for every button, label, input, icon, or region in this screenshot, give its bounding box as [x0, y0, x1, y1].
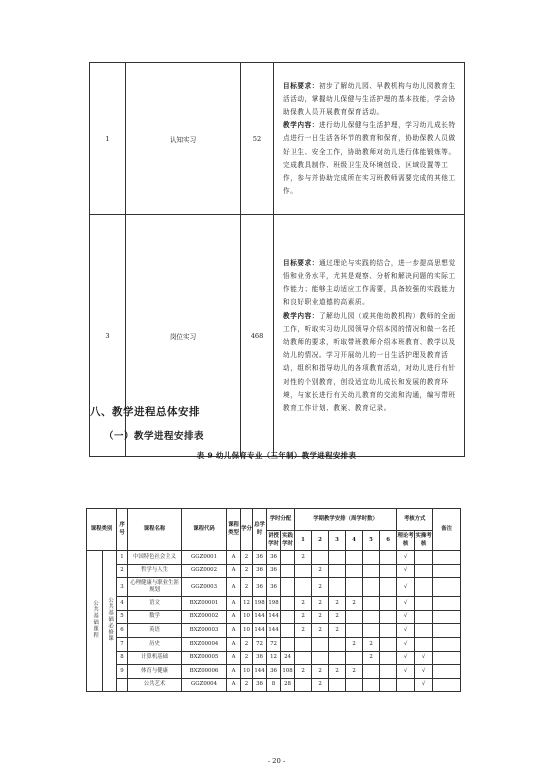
sem-5-cell	[363, 678, 380, 692]
theory-hours-cell: 144	[267, 624, 281, 638]
theory-hours-cell: 72	[267, 637, 281, 651]
sem-1-cell	[295, 578, 312, 597]
sem-4-cell	[346, 564, 363, 578]
remark-cell	[433, 578, 461, 597]
practice-hours: 52	[241, 63, 274, 215]
sem-5-cell	[363, 551, 380, 565]
practice-hours: 468	[241, 215, 274, 457]
course-type-cell: A	[227, 624, 241, 638]
practice-exam-cell	[415, 610, 433, 624]
sem-6-cell	[380, 651, 397, 665]
sem-4-cell	[346, 551, 363, 565]
course-type-cell: A	[227, 597, 241, 611]
header-sem-1: 1	[295, 531, 312, 551]
sem-2-cell: 2	[312, 624, 329, 638]
table-row	[87, 610, 461, 624]
page-number: - 20 -	[267, 757, 286, 765]
header-sem-6: 6	[380, 531, 397, 551]
seq-cell	[117, 678, 128, 692]
practice-row	[90, 215, 465, 457]
category-inner-label: 公共基础必修课	[107, 597, 114, 642]
practice-exam-cell	[415, 624, 433, 638]
header-remarks: 备注	[433, 509, 461, 551]
content-label: 教学内容：	[283, 121, 319, 130]
sem-1-cell	[295, 564, 312, 578]
practice-hours-cell: 28	[281, 678, 295, 692]
remark-cell	[433, 651, 461, 665]
sem-2-cell: 2	[312, 678, 329, 692]
sem-5-cell	[363, 578, 380, 597]
sem-5-cell	[363, 610, 380, 624]
sem-1-cell: 2	[295, 665, 312, 679]
sem-2-cell: 2	[312, 564, 329, 578]
course-code-cell: GGZ0004	[182, 678, 227, 692]
total-hours-cell: 36	[253, 651, 267, 665]
practice-description	[274, 63, 465, 215]
content-label: 教学内容：	[283, 311, 319, 320]
theory-exam-cell: √	[397, 624, 415, 638]
practice-hours-cell: 24	[281, 651, 295, 665]
sem-3-cell: 2	[329, 597, 346, 611]
table-row	[87, 651, 461, 665]
practice-row	[90, 63, 465, 215]
sem-2-cell	[312, 651, 329, 665]
total-hours-cell: 198	[253, 597, 267, 611]
sem-3-cell	[329, 578, 346, 597]
sem-6-cell	[380, 597, 397, 611]
remark-cell	[433, 624, 461, 638]
course-type-cell: A	[227, 651, 241, 665]
theory-hours-cell: 36	[267, 578, 281, 597]
header-total-hours: 总学时	[253, 509, 267, 551]
theory-exam-cell: √	[397, 637, 415, 651]
practice-exam-cell	[415, 578, 433, 597]
course-name-cell: 体育与健康	[128, 665, 182, 679]
practice-hours-cell	[281, 578, 295, 597]
course-type-cell: A	[227, 610, 241, 624]
sem-1-cell: 2	[295, 624, 312, 638]
remark-cell	[433, 665, 461, 679]
seq-cell: 4	[117, 597, 128, 611]
credits-cell: 10	[241, 665, 253, 679]
sem-3-cell	[329, 551, 346, 565]
total-hours-cell: 36	[253, 678, 267, 692]
sem-6-cell	[380, 678, 397, 692]
practice-table	[89, 62, 465, 457]
course-name-cell: 数学	[128, 610, 182, 624]
sem-6-cell	[380, 564, 397, 578]
practice-exam-cell: √	[415, 651, 433, 665]
sem-6-cell	[380, 637, 397, 651]
table-row	[87, 665, 461, 679]
table-row	[87, 678, 461, 692]
theory-hours-cell: 36	[267, 564, 281, 578]
sem-5-cell	[363, 624, 380, 638]
practice-name: 认知实习	[126, 63, 241, 215]
course-code-cell: BXZ00003	[182, 624, 227, 638]
course-name-cell: 公共艺术	[128, 678, 182, 692]
sem-5-cell: 2	[363, 637, 380, 651]
header-category: 课程类别	[87, 509, 117, 551]
table-row	[87, 564, 461, 578]
course-name-cell: 英语	[128, 624, 182, 638]
table-row	[87, 624, 461, 638]
category-inner	[103, 551, 117, 692]
course-name-cell: 哲学与人生	[128, 564, 182, 578]
sem-6-cell	[380, 578, 397, 597]
theory-exam-cell	[397, 678, 415, 692]
practice-exam-cell	[415, 597, 433, 611]
credits-cell: 2	[241, 651, 253, 665]
course-code-cell: BXZ00002	[182, 610, 227, 624]
theory-hours-cell: 198	[267, 597, 281, 611]
sem-6-cell	[380, 665, 397, 679]
course-type-cell: A	[227, 665, 241, 679]
course-name-cell: 计算机基础	[128, 651, 182, 665]
credits-cell: 2	[241, 578, 253, 597]
theory-exam-cell: √	[397, 551, 415, 565]
content-text: 了解幼儿园（或其他幼教机构）教师的全面工作，听取实习幼儿园领导介绍本园的情况和做一名托幼教师的要求，听取带班教师介绍本班教育、教学以及幼儿的情况。学习开展幼儿的一日生活护理及教育活动，组织和指导幼儿的各项教育活动，对幼儿进行有针对性的个别教育，创设适宜幼儿成长和发展的教育环境，与家长进行有关幼儿教育的交流和沟通，编写带班教育工作计划、教案、教育记录。	[283, 311, 456, 413]
sem-2-cell	[312, 637, 329, 651]
sem-4-cell	[346, 624, 363, 638]
sem-1-cell	[295, 651, 312, 665]
credits-cell: 10	[241, 610, 253, 624]
course-name-cell: 历史	[128, 637, 182, 651]
header-course-name: 课程名称	[128, 509, 182, 551]
seq-cell: 6	[117, 624, 128, 638]
sem-4-cell: 2	[346, 665, 363, 679]
course-code-cell: BXZ00005	[182, 651, 227, 665]
content-text: 进行幼儿保健与生活护理，学习幼儿成长特点进行一日生活各环节的教育和保育，协助保教人员做好卫生、安全工作，协助教师对幼儿进行体能锻炼等。完成教具制作、班级卫生及环境创设、区域设置等工作，参与并协助完成所在实习班教师需要完成的其他工作。	[283, 121, 456, 196]
practice-exam-cell	[415, 551, 433, 565]
theory-hours-cell: 36	[267, 551, 281, 565]
sem-3-cell: 2	[329, 665, 346, 679]
course-code-cell: BXZ00006	[182, 665, 227, 679]
goal-text: 初步了解幼儿园、早教机构与幼儿园教育生活活动，掌握幼儿保健与生活护理的基本技能，学会协助保教人员开展教育保育活动。	[283, 81, 456, 116]
sem-5-cell	[363, 597, 380, 611]
header-seq: 序号	[117, 509, 128, 551]
seq-cell: 7	[117, 637, 128, 651]
course-code-cell: GGZ0003	[182, 578, 227, 597]
header-practice-hours: 实践学时	[281, 531, 295, 551]
theory-exam-cell: √	[397, 564, 415, 578]
table-caption: 表 9 幼儿保育专业（三年制）教学进程安排表	[196, 451, 357, 460]
practice-hours-cell	[281, 597, 295, 611]
course-type-cell: A	[227, 678, 241, 692]
sem-6-cell	[380, 610, 397, 624]
category-outer	[87, 551, 103, 692]
total-hours-cell: 144	[253, 610, 267, 624]
header-credits: 学分	[241, 509, 253, 551]
header-assessment: 考核方式	[397, 509, 433, 531]
practice-no: 1	[90, 63, 126, 215]
sem-3-cell: 2	[329, 610, 346, 624]
practice-description	[274, 215, 465, 457]
practice-hours-cell	[281, 637, 295, 651]
theory-exam-cell: √	[397, 578, 415, 597]
sem-5-cell	[363, 564, 380, 578]
sem-4-cell	[346, 651, 363, 665]
course-code-cell: GGZ0001	[182, 551, 227, 565]
sem-6-cell	[380, 624, 397, 638]
sem-3-cell	[329, 637, 346, 651]
total-hours-cell: 36	[253, 564, 267, 578]
sem-4-cell	[346, 678, 363, 692]
section-heading: 八、教学进程总体安排	[90, 406, 200, 418]
theory-exam-cell: √	[397, 597, 415, 611]
practice-hours-cell	[281, 624, 295, 638]
sem-1-cell: 2	[295, 551, 312, 565]
header-hour-dist: 学时分配	[267, 509, 295, 531]
header-course-code: 课程代码	[182, 509, 227, 551]
sem-1-cell: 2	[295, 597, 312, 611]
theory-hours-cell: 144	[267, 610, 281, 624]
sem-5-cell	[363, 665, 380, 679]
sem-3-cell	[329, 564, 346, 578]
sem-4-cell: 2	[346, 637, 363, 651]
header-course-type: 课程类型	[227, 509, 241, 551]
course-type-cell: A	[227, 551, 241, 565]
course-code-cell: BXZ00004	[182, 637, 227, 651]
total-hours-cell: 144	[253, 665, 267, 679]
seq-cell: 2	[117, 564, 128, 578]
header-sem-2: 2	[312, 531, 329, 551]
remark-cell	[433, 551, 461, 565]
remark-cell	[433, 610, 461, 624]
course-name-cell: 心理健康与职业生涯规划	[128, 578, 182, 597]
goal-label: 目标要求：	[283, 258, 319, 267]
sem-2-cell	[312, 551, 329, 565]
seq-cell: 1	[117, 551, 128, 565]
practice-exam-cell: √	[415, 665, 433, 679]
theory-exam-cell: √	[397, 610, 415, 624]
sem-6-cell	[380, 551, 397, 565]
header-sem-5: 5	[363, 531, 380, 551]
theory-hours-cell: 36	[267, 665, 281, 679]
category-outer-label: 公共基础课程	[92, 600, 99, 639]
course-type-cell: A	[227, 564, 241, 578]
practice-exam-cell: √	[415, 678, 433, 692]
seq-cell: 9	[117, 665, 128, 679]
practice-name: 岗位实习	[126, 215, 241, 457]
sem-1-cell	[295, 678, 312, 692]
practice-hours-cell: 108	[281, 665, 295, 679]
total-hours-cell: 144	[253, 624, 267, 638]
practice-hours-cell	[281, 564, 295, 578]
credits-cell: 2	[241, 551, 253, 565]
sem-1-cell: 2	[295, 610, 312, 624]
sem-4-cell	[346, 610, 363, 624]
sem-3-cell	[329, 651, 346, 665]
course-code-cell: BXZ00001	[182, 597, 227, 611]
schedule-table	[86, 508, 461, 692]
course-name-cell: 中国特色社会主义	[128, 551, 182, 565]
practice-hours-cell	[281, 551, 295, 565]
table-row	[87, 578, 461, 597]
sem-4-cell: 2	[346, 597, 363, 611]
theory-exam-cell: √	[397, 651, 415, 665]
credits-cell: 10	[241, 624, 253, 638]
header-sem-3: 3	[329, 531, 346, 551]
course-type-cell: A	[227, 637, 241, 651]
header-theory-exam: 理论考核	[397, 531, 415, 551]
sem-2-cell: 2	[312, 597, 329, 611]
remark-cell	[433, 637, 461, 651]
goal-label: 目标要求：	[283, 81, 319, 90]
course-type-cell: A	[227, 578, 241, 597]
table-row	[87, 597, 461, 611]
header-semester-plan: 学期教学安排（周学时数）	[295, 509, 397, 531]
header-sem-4: 4	[346, 531, 363, 551]
sem-1-cell	[295, 637, 312, 651]
course-code-cell: GGZ0002	[182, 564, 227, 578]
total-hours-cell: 36	[253, 578, 267, 597]
practice-no: 3	[90, 215, 126, 457]
sem-4-cell	[346, 578, 363, 597]
theory-hours-cell: 12	[267, 651, 281, 665]
seq-cell: 8	[117, 651, 128, 665]
credits-cell: 2	[241, 637, 253, 651]
header-row	[87, 509, 461, 531]
credits-cell: 2	[241, 678, 253, 692]
sem-3-cell	[329, 678, 346, 692]
course-name-cell: 语文	[128, 597, 182, 611]
sem-2-cell: 2	[312, 665, 329, 679]
theory-hours-cell: 8	[267, 678, 281, 692]
credits-cell: 12	[241, 597, 253, 611]
remark-cell	[433, 597, 461, 611]
table-row	[87, 637, 461, 651]
seq-cell: 5	[117, 610, 128, 624]
goal-text: 通过理论与实践的结合，进一步提高思想觉悟和业务水平，尤其是观察、分析和解决问题的实际工作能力；能够主动适应工作需要，具备较强的实践能力和良好职业道德的高素质。	[283, 258, 456, 307]
sem-2-cell: 2	[312, 610, 329, 624]
remark-cell	[433, 678, 461, 692]
practice-exam-cell	[415, 564, 433, 578]
table-row	[87, 551, 461, 565]
theory-exam-cell: √	[397, 665, 415, 679]
practice-exam-cell	[415, 637, 433, 651]
total-hours-cell: 72	[253, 637, 267, 651]
total-hours-cell: 36	[253, 551, 267, 565]
sem-3-cell: 2	[329, 624, 346, 638]
header-practice-exam: 实操考核	[415, 531, 433, 551]
remark-cell	[433, 564, 461, 578]
seq-cell: 3	[117, 578, 128, 597]
sub-heading: （一）教学进程安排表	[104, 431, 205, 442]
practice-hours-cell	[281, 610, 295, 624]
sem-2-cell: 2	[312, 578, 329, 597]
sem-5-cell: 2	[363, 651, 380, 665]
credits-cell: 2	[241, 564, 253, 578]
header-theory-hours: 讲授学时	[267, 531, 281, 551]
